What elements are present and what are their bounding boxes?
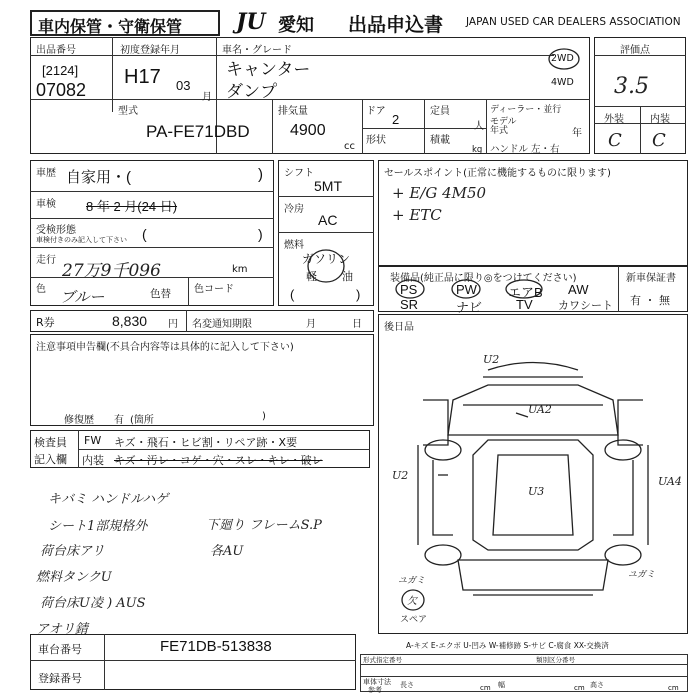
- tax-unit: 円: [168, 319, 178, 330]
- load-label: 積載: [430, 135, 450, 146]
- car-grade: ダンプ: [226, 82, 278, 101]
- document-title: 出品申込書: [348, 14, 444, 36]
- equip-sr: SR: [400, 297, 419, 312]
- note-2: シート1部規格外: [48, 519, 148, 534]
- mark-u2-left: U2: [392, 469, 409, 482]
- registration-month: 03: [176, 78, 191, 93]
- width-label: 幅: [498, 681, 505, 689]
- accept-note: 車検付きのみ記入して下さい: [36, 236, 127, 244]
- drive-2wd: 2WD: [551, 53, 574, 64]
- ju-logo-text: JU: [236, 9, 266, 35]
- exterior-label: 外装: [604, 114, 624, 125]
- displacement-value: 4900: [290, 122, 326, 139]
- equip-navi: ナビ: [456, 300, 483, 315]
- height-unit: cm: [668, 684, 679, 692]
- note-8: アオリ錆: [36, 622, 88, 637]
- fuel-paren-open: (: [290, 287, 295, 302]
- lot-bracket: [2124]: [42, 63, 79, 78]
- ac-value: AC: [318, 212, 338, 228]
- length-label: 長さ: [400, 681, 414, 689]
- displacement-unit: cc: [344, 141, 355, 152]
- expiry-day: 日: [352, 319, 362, 330]
- model-year-unit: 年: [572, 128, 582, 139]
- color-label: 色: [36, 284, 46, 295]
- selling-point-1: + E/G 4M50: [392, 184, 487, 202]
- org-name: 愛知: [278, 15, 314, 36]
- score-label: 評価点: [620, 45, 650, 56]
- chassis-number: FE71DB-513838: [160, 638, 272, 655]
- car-name: キャンター: [226, 60, 311, 79]
- warranty-value: 有 ・ 無: [630, 294, 670, 307]
- ac-label: 冷房: [284, 204, 304, 215]
- history-close: ): [258, 166, 263, 183]
- dealer-label: ディーラー・並行: [490, 105, 562, 115]
- width-unit: cm: [574, 684, 585, 692]
- registration-year: H17: [124, 66, 161, 88]
- repair-close: ): [262, 411, 266, 422]
- equip-pw: PW: [456, 282, 477, 297]
- car-name-label: 車名・グレード: [222, 45, 292, 56]
- note-3: 下廻り フレームS.P: [206, 518, 322, 533]
- fuel-circle: [302, 244, 362, 288]
- association-name: JAPAN USED CAR DEALERS ASSOCIATION: [466, 16, 681, 28]
- inspection-value: 8 年 2 月(24 日): [86, 199, 178, 214]
- fuel-gasoline: ガソリン: [302, 252, 351, 266]
- chassis-label: 車台番号: [38, 643, 82, 656]
- door-label: ドア: [366, 106, 386, 117]
- selling-points-label: セールスポイント(正常に機能するものに限ります): [384, 168, 611, 179]
- fuel-diesel: 油: [342, 270, 353, 283]
- model-designation-label: 形式指定番号: [363, 656, 402, 664]
- mileage-value: 27万9千096: [62, 261, 161, 281]
- exterior-score: C: [608, 130, 622, 151]
- shift-label: シフト: [284, 168, 314, 179]
- history-value: 自家用・(: [66, 169, 131, 186]
- spare-label: スペア: [400, 615, 428, 625]
- score-value: 3.5: [614, 74, 649, 99]
- mark-u2-top: U2: [483, 353, 500, 366]
- color-change: 色替: [150, 288, 171, 300]
- repair-value: 有: [114, 415, 124, 426]
- mileage-unit: km: [232, 264, 248, 275]
- note-7: 荷台床U凌 ) AUS: [40, 596, 146, 611]
- length-unit: cm: [480, 684, 491, 692]
- reference-label: 参考: [368, 686, 382, 694]
- storage-badge: [30, 10, 220, 36]
- fuel-label: 燃料: [284, 240, 304, 251]
- shift-value: 5MT: [314, 178, 342, 194]
- equip-circles: [394, 278, 564, 300]
- equip-ps: PS: [400, 282, 418, 297]
- history-label: 車歴: [36, 168, 56, 179]
- month-unit: 月: [202, 92, 212, 103]
- note-5: 各AU: [210, 544, 244, 559]
- interior-score: C: [652, 130, 666, 151]
- note-6: 燃料タンクU: [36, 570, 112, 585]
- ju-logo: [236, 9, 266, 35]
- mileage-label: 走行: [36, 255, 56, 266]
- drive-4wd: 4WD: [551, 77, 574, 88]
- model-label: 型式: [118, 106, 138, 117]
- tax-label: R券: [36, 316, 55, 329]
- registration-number-label: 登録番号: [38, 672, 82, 685]
- equipment-label: 装備品(純正品に限り◎をつけてください): [390, 273, 577, 284]
- accept-open: (: [142, 226, 147, 242]
- lot-number: 07082: [36, 80, 87, 100]
- repair-place: (箇所: [130, 415, 154, 426]
- body-dimension-label: 車体寸法: [363, 678, 391, 686]
- warranty-label: 新車保証書: [626, 273, 676, 284]
- tax-value: 8,830: [112, 313, 148, 329]
- height-label: 高さ: [590, 681, 604, 689]
- interior-items: キズ・汚レ・コゲ・穴・スレ・キレ・破レ: [114, 454, 323, 467]
- equip-airbag: エアB: [508, 285, 543, 300]
- fuel-light: 軽: [306, 270, 317, 283]
- handle-label: ハンドル 左・右: [490, 144, 560, 155]
- interior-label: 内装: [650, 114, 670, 125]
- shape-label: 形状: [366, 135, 386, 146]
- notes-label: 注意事項申告欄(不具合内容等は具体的に記入して下さい): [36, 342, 294, 353]
- color-value: ブルー: [60, 288, 105, 306]
- equip-tv: TV: [516, 297, 533, 312]
- expiry-month: 月: [306, 319, 316, 330]
- mark-missing: 欠: [407, 596, 417, 607]
- equip-aw: AW: [568, 282, 589, 297]
- fw-label: FW: [84, 434, 102, 447]
- note-1: キバミ ハンドルハゲ: [48, 492, 169, 507]
- later-items-label: 後日品: [384, 322, 414, 333]
- accept-label: 受検形態: [36, 225, 76, 236]
- mark-ua4: UA4: [658, 475, 682, 488]
- selling-point-2: + ETC: [392, 206, 442, 224]
- damage-legend: A-キズ E-エクボ U-凹み W-補修跡 S-サビ C-腐食 XX-交換済: [406, 641, 609, 650]
- load-unit: kg: [472, 145, 483, 155]
- mark-yugami-left: ユガミ: [398, 576, 426, 586]
- interior-items-label: 内装: [82, 454, 104, 467]
- color-code-label: 色コード: [194, 284, 234, 295]
- expiry-label: 名変通知期限: [192, 319, 252, 330]
- mark-ua2: UA2: [528, 403, 552, 416]
- capacity-unit: 人: [474, 121, 484, 132]
- lot-number-label: 出品番号: [36, 45, 76, 56]
- drive-circle: [546, 46, 582, 72]
- displacement-label: 排気量: [278, 106, 308, 117]
- equip-leather: カワシート: [558, 300, 613, 312]
- fw-items: キズ・飛石・ヒビ割・リペア跡・X要: [114, 436, 298, 449]
- vehicle-diagram: [378, 345, 688, 635]
- capacity-label: 定員: [430, 106, 450, 117]
- storage-badge-text: 車内保管・守衛保管: [38, 17, 183, 36]
- inspector-label-1: 検査員: [34, 436, 67, 449]
- door-value: 2: [392, 112, 400, 127]
- mark-yugami-right: ユガミ: [628, 570, 656, 580]
- fuel-paren-close: ): [356, 287, 361, 302]
- accept-close: ): [258, 226, 263, 242]
- inspector-label-2: 記入欄: [34, 453, 67, 466]
- class-number-label: 類別区分番号: [536, 656, 575, 664]
- model-year-label: モデル年式: [490, 117, 517, 136]
- repair-label: 修復歴: [64, 415, 94, 426]
- first-registration-label: 初度登録年月: [120, 45, 180, 56]
- inspection-label: 車検: [36, 199, 56, 210]
- note-4: 荷台床アリ: [40, 544, 105, 559]
- mark-u3: U3: [528, 485, 545, 498]
- model-value: PA-FE71DBD: [146, 122, 250, 141]
